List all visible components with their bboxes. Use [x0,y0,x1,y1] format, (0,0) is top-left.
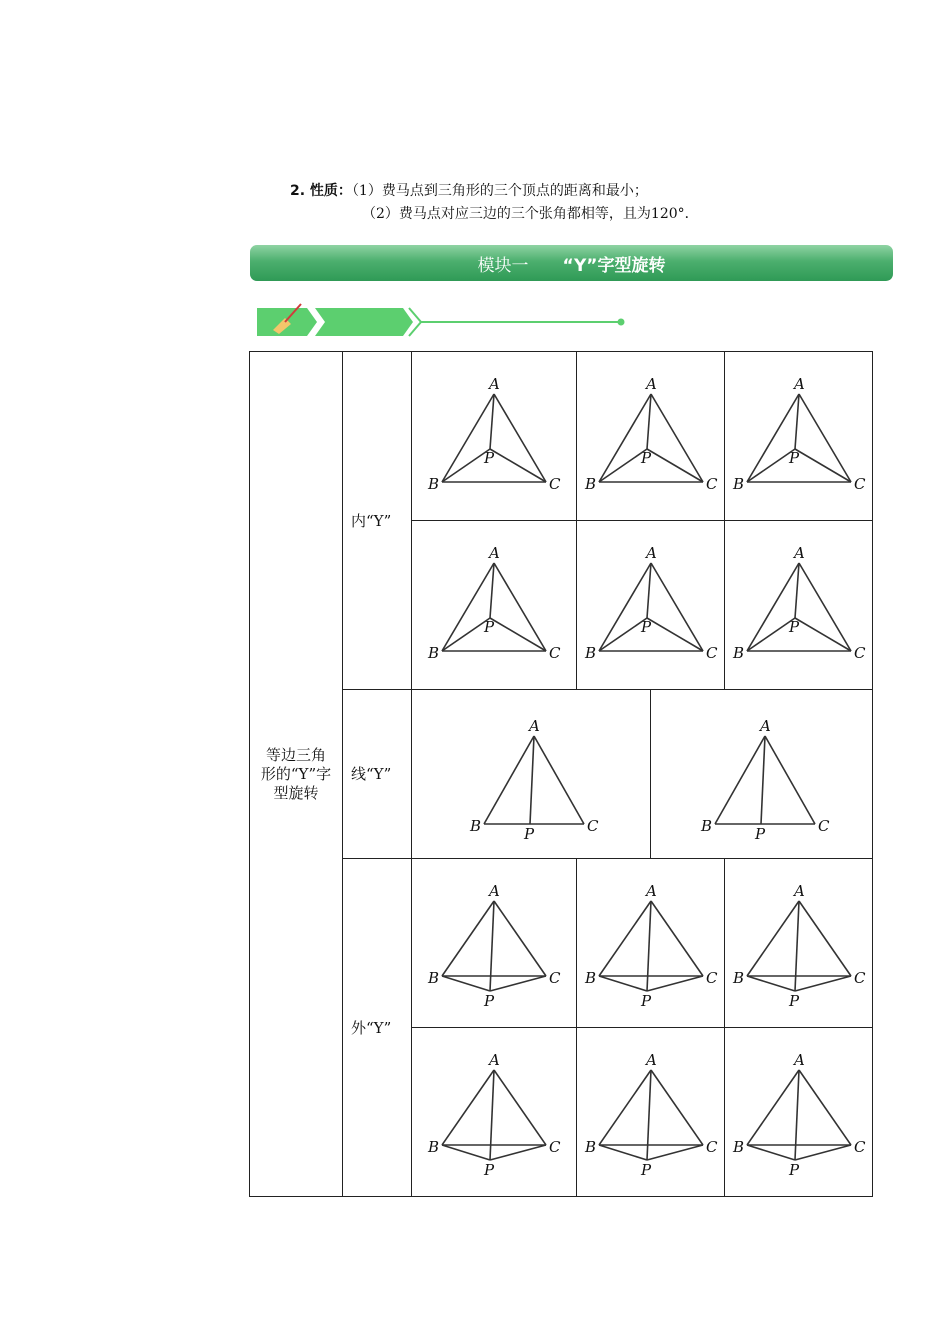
triangle-figure [581,374,721,499]
segment-pa [490,1070,494,1160]
side-ab [747,563,799,651]
segment-pc [795,618,851,651]
side-ab [442,1070,494,1145]
figure-cell [577,859,725,1028]
segment-pb [442,618,490,651]
vertex-label-c: C [587,816,599,835]
segment-pc [490,1145,546,1160]
vertex-label-b: B [428,474,440,493]
triangle-figure [466,712,599,843]
side-ac [799,1070,851,1145]
segment-pb [747,449,795,482]
segment-pa [647,1070,651,1160]
vertex-label-c: C [853,1137,865,1156]
segment-pb [599,449,647,482]
side-ab [747,394,799,482]
segment-pb [747,618,795,651]
side-ac [534,736,584,824]
triangle-figure [729,543,869,668]
side-ac [799,563,851,651]
figure-cell [577,352,725,521]
side-ab [747,1070,799,1145]
figure-cell [577,1028,725,1197]
figure-cell [651,690,873,859]
point-label-p: P [640,448,651,467]
segment-pa [490,563,494,618]
title-tab-shape [315,308,413,336]
triangle-figure [581,543,721,668]
triangle-figure [697,712,829,843]
vertex-label-a: A [793,374,805,393]
side-ac [765,736,815,824]
side-ab [599,394,651,482]
triangle-figure [581,881,721,1010]
vertex-label-b: B [428,1137,440,1156]
module-banner-part1: 模块一 [477,255,529,276]
segment-pc [490,618,546,651]
segment-pa [647,563,651,618]
segment-pb [442,976,490,991]
segment-pc [795,976,851,991]
vertex-label-c: C [549,474,561,493]
side-ab [599,1070,651,1145]
point-label-p: P [788,448,799,467]
segment-pb [599,618,647,651]
point-label-p: P [484,448,495,467]
vertex-label-a: A [489,881,500,900]
point-label-p: P [640,991,651,1010]
category-label: 等边三角形的“Y”字型旋转 [260,745,332,802]
vertex-label-a: A [645,543,657,562]
segment-pa [795,1070,799,1160]
point-label-p: P [484,1160,495,1179]
property-text-1: （1）费马点到三角形的三个顶点的距离和最小； [351,183,648,199]
side-ac [494,563,546,651]
vertex-label-a: A [793,881,805,900]
category-label-cell [250,352,343,1197]
side-ab [599,901,651,976]
point-label-p: P [484,991,495,1010]
point-label-p: P [788,617,799,636]
vertex-label-b: B [700,816,712,835]
point-label-p: P [640,1160,651,1179]
segment-pc [647,976,703,991]
figure-table [249,351,873,1197]
vertex-label-a: A [759,716,771,735]
vertex-label-c: C [705,643,717,662]
figure-cell [577,521,725,690]
segment-pa [647,394,651,449]
vertex-label-a: A [645,374,657,393]
figure-cell [412,352,577,521]
side-ab [442,394,494,482]
triangle-figure [729,881,869,1010]
segment-pb [747,976,795,991]
point-label-p: P [484,617,495,636]
property-line-2: （2）费马点对应三边的三个张角都相等，且为120°． [362,206,699,222]
vertex-label-c: C [817,816,829,835]
vertex-label-c: C [853,474,865,493]
segment-pb [747,1145,795,1160]
vertex-label-a: A [489,1050,500,1069]
side-ac [799,901,851,976]
side-ac [494,1070,546,1145]
triangle-figure [424,543,564,668]
side-ab [442,901,494,976]
property-label: 2. 性质： [290,183,352,199]
vertex-label-b: B [584,474,596,493]
segment-pc [647,1145,703,1160]
vertex-label-a: A [645,1050,657,1069]
triangle-figure [581,1050,721,1179]
side-ab [715,736,765,824]
vertex-label-b: B [584,968,596,987]
segment-pb [599,1145,647,1160]
point-label-p: P [640,617,651,636]
vertex-label-c: C [549,643,561,662]
side-ac [494,901,546,976]
row-label-line: 线“Y” [351,765,392,783]
section-decoration [255,300,635,340]
triangle-figure [729,1050,869,1179]
side-ac [494,394,546,482]
row-label-inner: 内“Y” [351,511,392,530]
side-ac [651,563,703,651]
vertex-label-a: A [645,881,657,900]
vertex-label-c: C [853,968,865,987]
vertex-label-c: C [549,968,561,987]
segment-pc [795,1145,851,1160]
vertex-label-b: B [732,643,744,662]
segment-pa [530,736,534,824]
side-ab [442,563,494,651]
triangle-figure [424,1050,564,1179]
module-banner-part2: “Y”字型旋转 [562,255,666,276]
row-label-cell-line [343,690,412,859]
vertex-label-a: A [793,1050,805,1069]
segment-pa [490,901,494,991]
vertex-label-b: B [428,968,440,987]
figure-cell [725,1028,873,1197]
triangle-figure [729,374,869,499]
vertex-label-b: B [732,1137,744,1156]
figure-cell [725,859,873,1028]
vertex-label-b: B [584,1137,596,1156]
vertex-label-b: B [584,643,596,662]
vertex-label-c: C [549,1137,561,1156]
figure-cell [412,1028,577,1197]
segment-pa [490,394,494,449]
figure-cell [412,859,577,1028]
row-label-cell-outer [343,859,412,1197]
triangle-figure [424,374,564,499]
vertex-label-b: B [470,816,482,835]
segment-pa [795,901,799,991]
segment-pc [795,449,851,482]
vertex-label-b: B [428,643,440,662]
segment-pa [647,901,651,991]
property-line-1 [290,182,648,200]
deco-dot-icon [618,319,625,326]
segment-pa [761,736,765,824]
side-ac [651,1070,703,1145]
segment-pa [795,394,799,449]
vertex-label-b: B [732,968,744,987]
side-ac [651,901,703,976]
vertex-label-c: C [853,643,865,662]
vertex-label-b: B [732,474,744,493]
segment-pb [442,1145,490,1160]
segment-pc [490,449,546,482]
point-label-p: P [524,824,535,843]
figure-cell [725,352,873,521]
side-ac [799,394,851,482]
figure-cell [412,521,577,690]
point-label-p: P [754,824,765,843]
side-ac [651,394,703,482]
vertex-label-a: A [529,716,540,735]
side-ab [484,736,534,824]
vertex-label-c: C [705,474,717,493]
figure-cell [725,521,873,690]
vertex-label-a: A [489,543,500,562]
row-label-outer: 外“Y” [351,1018,392,1037]
side-ab [599,563,651,651]
segment-pc [490,976,546,991]
segment-pa [795,563,799,618]
point-label-p: P [788,991,799,1010]
row-label-cell-inner [343,352,412,690]
segment-pc [647,449,703,482]
segment-pb [442,449,490,482]
vertex-label-c: C [705,1137,717,1156]
point-label-p: P [788,1160,799,1179]
segment-pb [599,976,647,991]
vertex-label-a: A [793,543,805,562]
segment-pc [647,618,703,651]
side-ab [747,901,799,976]
vertex-label-c: C [705,968,717,987]
module-banner [250,245,893,281]
vertex-label-a: A [489,374,500,393]
triangle-figure [424,881,564,1010]
figure-cell [412,690,651,859]
